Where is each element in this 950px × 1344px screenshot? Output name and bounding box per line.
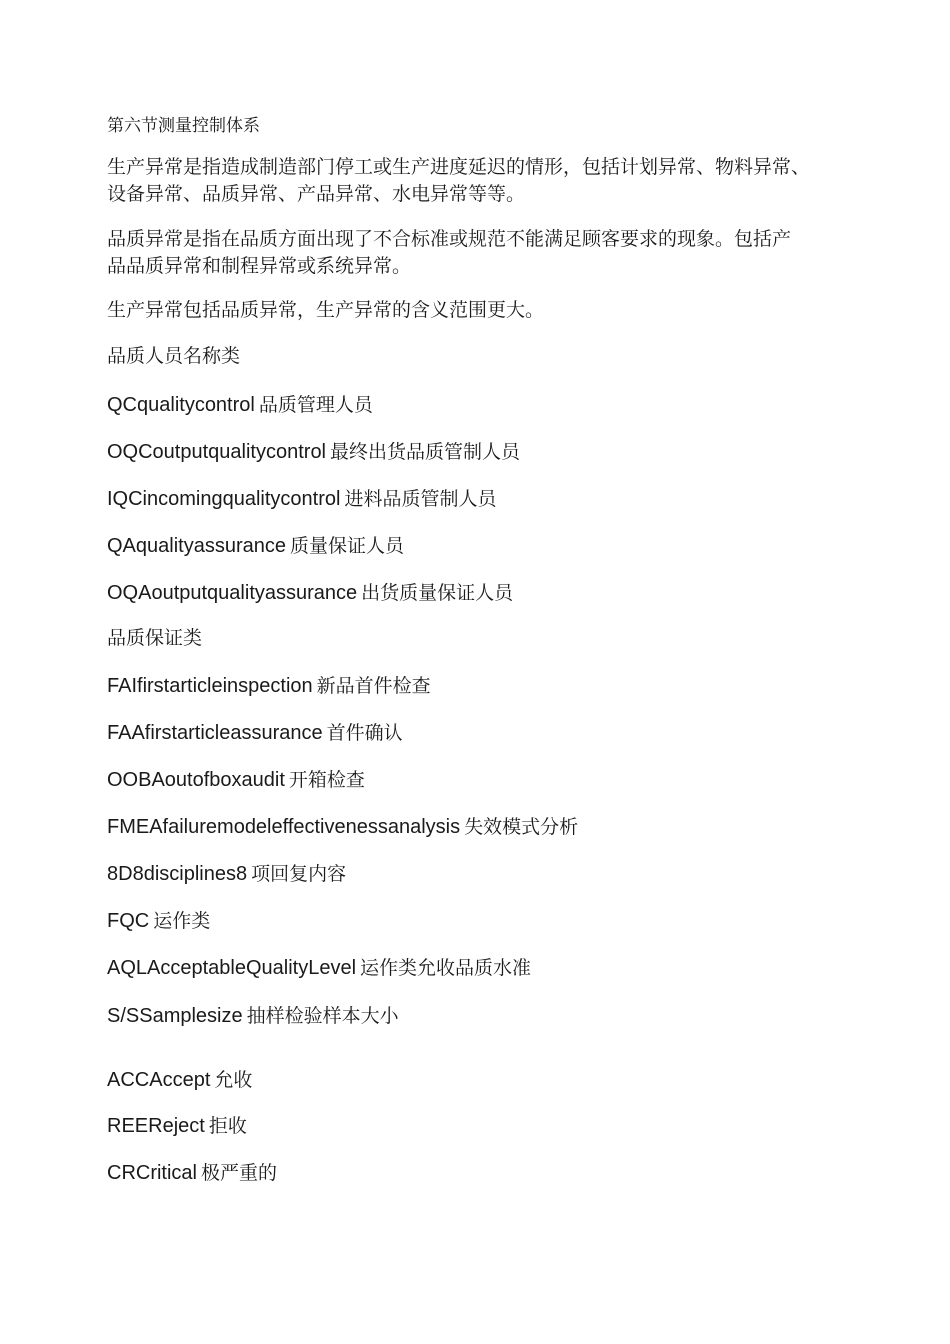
- term-meaning: 抽样检验样本大小: [246, 1005, 399, 1027]
- paragraph-scope: [107, 297, 867, 324]
- term-abbr: ACCAccept: [107, 1069, 211, 1091]
- term-meaning: 运作类: [153, 910, 211, 932]
- term-meaning: 首件确认: [326, 722, 403, 744]
- term-meaning: 拒收: [208, 1115, 247, 1137]
- term-row: [107, 485, 867, 513]
- term-abbr: FAIfirstarticleinspection: [107, 675, 313, 697]
- term-row: [107, 1002, 867, 1030]
- term-abbr: FAAfirstarticleassurance: [107, 722, 323, 744]
- term-row: [107, 438, 867, 466]
- term-meaning: 质量保证人员: [289, 535, 404, 557]
- term-meaning: 极严重的: [201, 1162, 278, 1184]
- term-row: [107, 860, 867, 888]
- term-meaning: 品质管理人员: [258, 394, 373, 416]
- category-assurance-heading: 品质保证类: [107, 627, 203, 649]
- category-personnel-heading: 品质人员名称类: [107, 345, 241, 367]
- term-meaning: 运作类允收品质水准: [360, 957, 532, 979]
- term-meaning: 项回复内容: [251, 863, 347, 885]
- paragraph-line: 生产异常包括品质异常，生产异常的含义范围更大。: [107, 299, 545, 321]
- term-abbr: OQAoutputqualityassurance: [107, 582, 358, 604]
- term-row: [107, 719, 867, 747]
- term-meaning: 进料品质管制人员: [344, 488, 497, 510]
- term-meaning: 新品首件检查: [316, 675, 431, 697]
- paragraph-production-anomaly: [107, 154, 867, 208]
- term-abbr: IQCincomingqualitycontrol: [107, 488, 341, 510]
- paragraph-line: 品品质异常和制程异常或系统异常。: [107, 255, 412, 277]
- term-meaning: 开箱检查: [288, 769, 365, 791]
- term-row: [107, 766, 867, 794]
- term-row: [107, 1112, 867, 1140]
- term-row: [107, 672, 867, 700]
- paragraph-quality-anomaly: [107, 226, 867, 280]
- term-row: [107, 391, 867, 419]
- term-meaning: 出货质量保证人员: [361, 582, 514, 604]
- term-row: [107, 1066, 867, 1094]
- term-abbr: FQC: [107, 910, 150, 932]
- paragraph-line: 生产异常是指造成制造部门停工或生产进度延迟的情形，包括计划异常、物料异常、: [107, 156, 811, 178]
- paragraph-line: 品质异常是指在品质方面出现了不合标准或规范不能满足顾客要求的现象。包括产: [107, 228, 792, 250]
- term-row: [107, 579, 867, 607]
- term-abbr: S/SSamplesize: [107, 1005, 243, 1027]
- term-row: [107, 532, 867, 560]
- term-abbr: FMEAfailuremodeleffectivenessanalysis: [107, 816, 461, 838]
- term-row: [107, 907, 867, 935]
- term-row: [107, 813, 867, 841]
- term-abbr: QAqualityassurance: [107, 535, 286, 557]
- term-abbr: 8D8disciplines8: [107, 863, 248, 885]
- paragraph-line: 设备异常、品质异常、产品异常、水电异常等等。: [107, 183, 526, 205]
- section-title: 第六节测量控制体系: [107, 116, 260, 136]
- term-meaning: 允收: [214, 1069, 253, 1091]
- term-abbr: AQLAcceptableQualityLevel: [107, 957, 357, 979]
- term-abbr: OOBAoutofboxaudit: [107, 769, 285, 791]
- term-abbr: CRCritical: [107, 1162, 197, 1184]
- term-row: [107, 954, 867, 982]
- term-meaning: 最终出货品质管制人员: [330, 441, 521, 463]
- term-meaning: 失效模式分析: [464, 816, 579, 838]
- term-abbr: QCqualitycontrol: [107, 394, 255, 416]
- term-row: [107, 1159, 867, 1187]
- term-abbr: OQCoutputqualitycontrol: [107, 441, 327, 463]
- term-abbr: REEReject: [107, 1115, 205, 1137]
